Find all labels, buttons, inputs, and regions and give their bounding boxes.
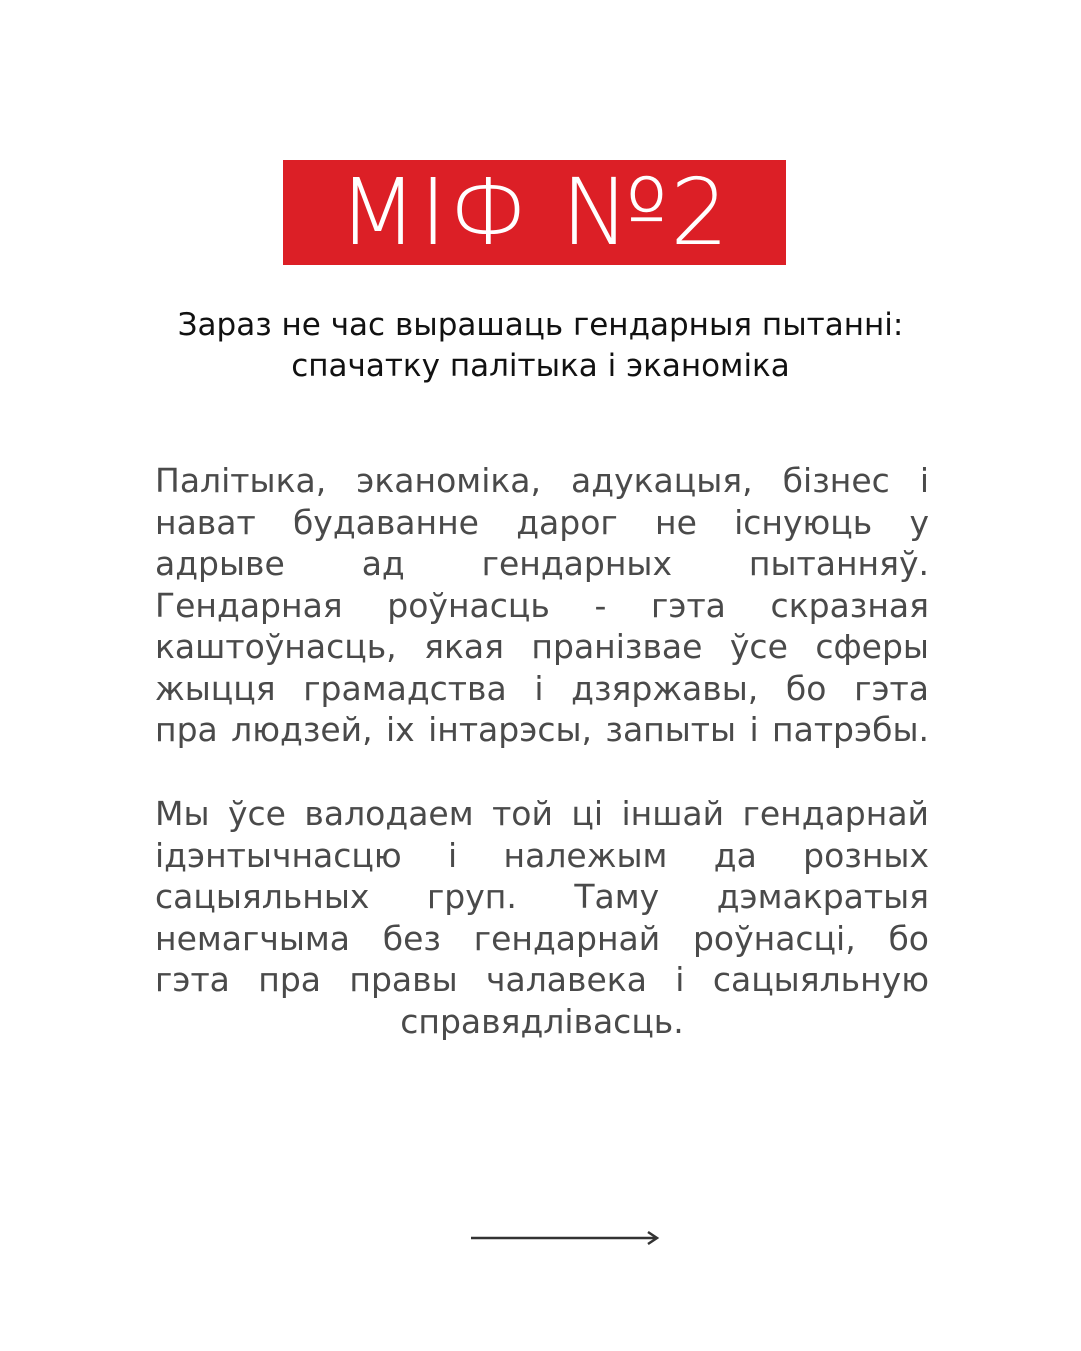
subtitle bbox=[80, 305, 1001, 387]
paragraph-line: ідэнтычнасцю і належым да розных bbox=[155, 835, 929, 875]
paragraph-line: нават будаванне дарог не існуюць у bbox=[155, 502, 929, 542]
title-badge bbox=[283, 160, 786, 265]
paragraph-line: справядлівасць. bbox=[400, 1001, 684, 1041]
paragraph-line: каштоўнасць, якая пранізвае ўсе сферы bbox=[155, 627, 929, 666]
page-title: МІФ №2 bbox=[338, 158, 731, 266]
paragraph-line: адрыве ад гендарных пытанняў. bbox=[155, 544, 929, 583]
subtitle-line: Зараз не час вырашаць гендарныя пытанні: bbox=[177, 307, 904, 343]
paragraph-line: сацыяльных груп. Таму дэмакратыя bbox=[155, 877, 929, 916]
paragraph-2 bbox=[155, 793, 929, 1042]
subtitle-line: спачатку палітыка і эканоміка bbox=[291, 348, 790, 384]
arrow-right-icon[interactable] bbox=[470, 1228, 660, 1248]
paragraph-line: Гендарная роўнасць - гэта скразная bbox=[155, 585, 929, 625]
paragraph-line: немагчыма без гендарнай роўнасці, бо bbox=[155, 918, 929, 958]
paragraph-line: пра людзей, іх інтарэсы, запыты і патрэбы. bbox=[155, 710, 929, 749]
paragraph-line: гэта пра правы чалавека і сацыяльную bbox=[155, 960, 929, 999]
paragraph-1 bbox=[155, 460, 929, 751]
paragraph-line: Мы ўсе валодаем той ці іншай гендарнай bbox=[155, 794, 929, 833]
paragraph-line: жыцця грамадства і дзяржавы, бо гэта bbox=[155, 668, 929, 708]
paragraph-line: Палітыка, эканоміка, адукацыя, бізнес і bbox=[155, 461, 929, 500]
